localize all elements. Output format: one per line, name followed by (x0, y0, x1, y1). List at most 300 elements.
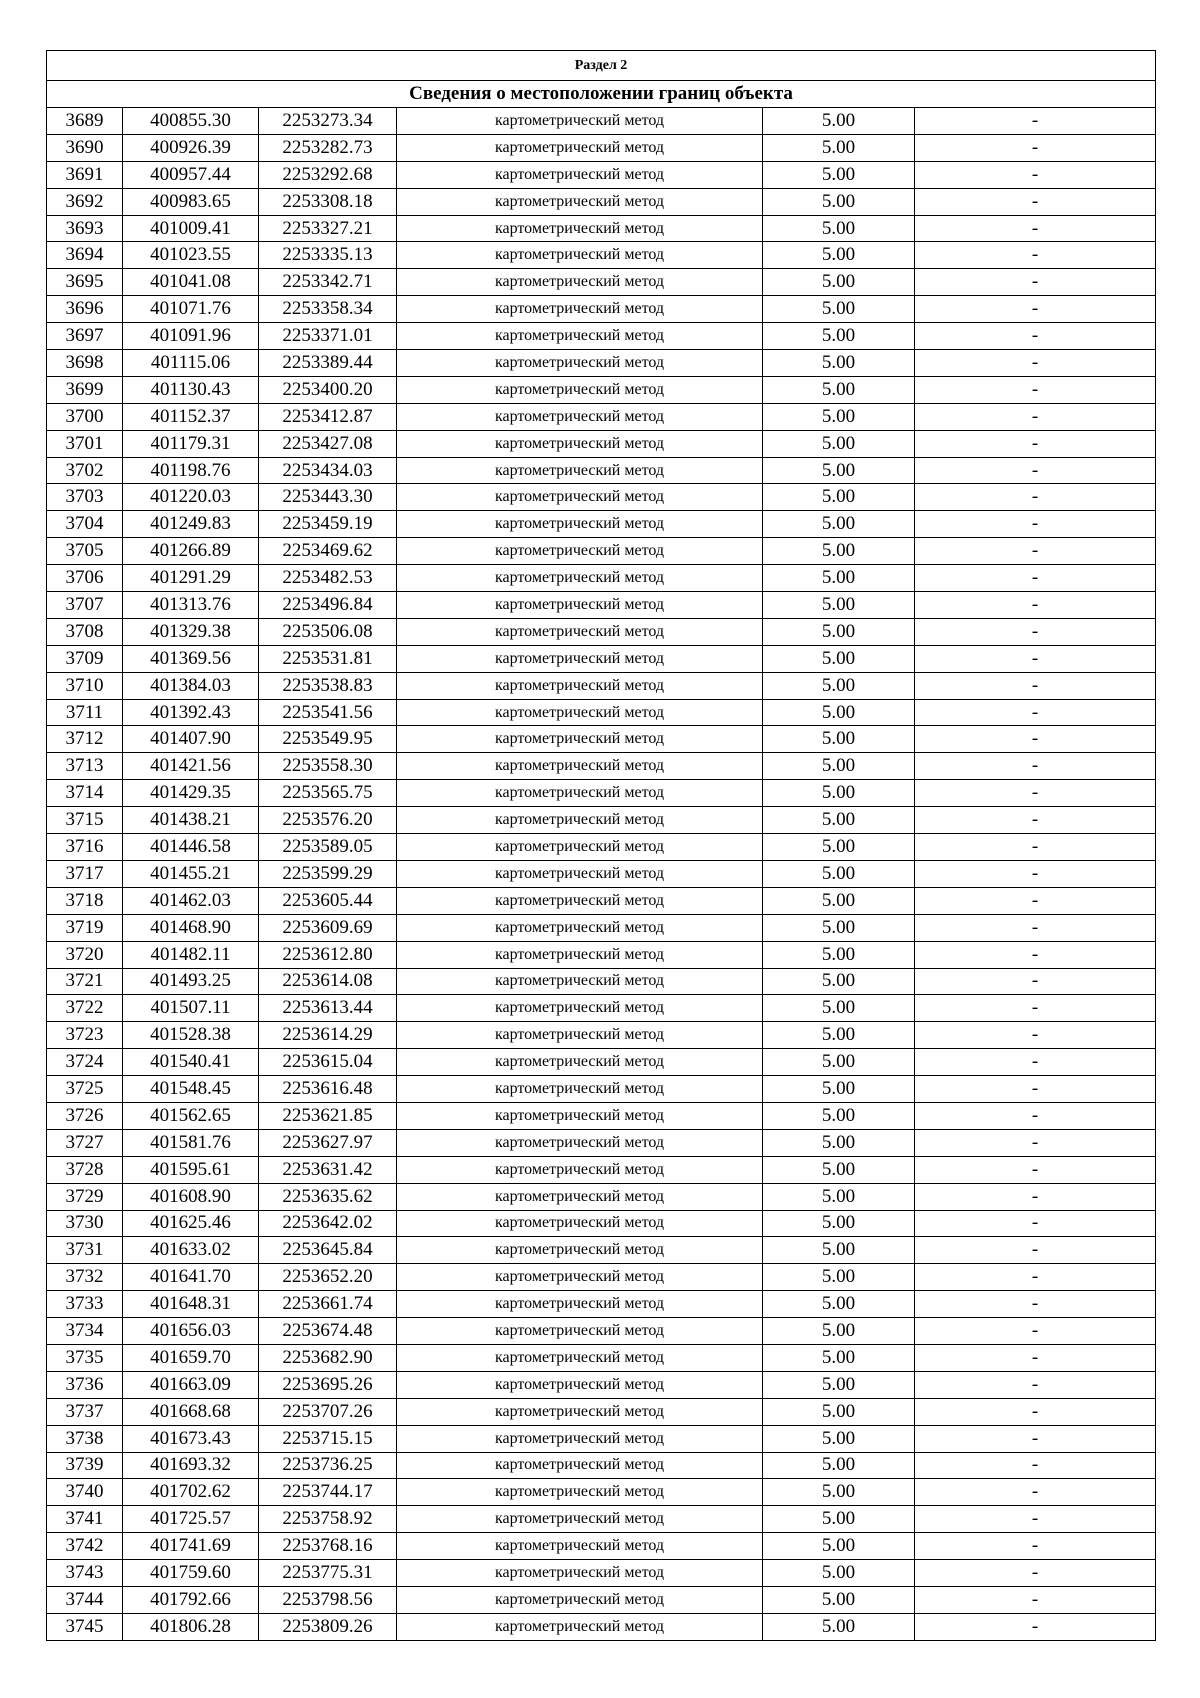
description-cell: - (915, 995, 1156, 1022)
precision-cell: 5.00 (763, 860, 915, 887)
point-number-cell: 3702 (47, 457, 123, 484)
precision-cell: 5.00 (763, 941, 915, 968)
method-cell: картометрический метод (397, 215, 763, 242)
y-coordinate-cell: 2253371.01 (259, 323, 397, 350)
description-cell: - (915, 350, 1156, 377)
method-cell: картометрический метод (397, 699, 763, 726)
y-coordinate-cell: 2253599.29 (259, 860, 397, 887)
method-cell: картометрический метод (397, 1371, 763, 1398)
method-cell: картометрический метод (397, 1102, 763, 1129)
method-cell: картометрический метод (397, 1264, 763, 1291)
method-cell: картометрический метод (397, 1586, 763, 1613)
precision-cell: 5.00 (763, 726, 915, 753)
description-cell: - (915, 1506, 1156, 1533)
method-cell: картометрический метод (397, 538, 763, 565)
precision-cell: 5.00 (763, 350, 915, 377)
description-cell: - (915, 645, 1156, 672)
x-coordinate-cell: 401482.11 (123, 941, 259, 968)
table-row (47, 323, 1156, 350)
method-cell: картометрический метод (397, 350, 763, 377)
description-cell: - (915, 161, 1156, 188)
x-coordinate-cell: 401581.76 (123, 1129, 259, 1156)
table-row (47, 672, 1156, 699)
y-coordinate-cell: 2253674.48 (259, 1318, 397, 1345)
y-coordinate-cell: 2253308.18 (259, 188, 397, 215)
point-number-cell: 3699 (47, 376, 123, 403)
method-cell: картометрический метод (397, 1479, 763, 1506)
point-number-cell: 3690 (47, 134, 123, 161)
x-coordinate-cell: 401641.70 (123, 1264, 259, 1291)
method-cell: картометрический метод (397, 618, 763, 645)
point-number-cell: 3697 (47, 323, 123, 350)
point-number-cell: 3736 (47, 1371, 123, 1398)
method-cell: картометрический метод (397, 430, 763, 457)
x-coordinate-cell: 401152.37 (123, 403, 259, 430)
method-cell: картометрический метод (397, 807, 763, 834)
precision-cell: 5.00 (763, 753, 915, 780)
description-cell: - (915, 1318, 1156, 1345)
x-coordinate-cell: 401540.41 (123, 1049, 259, 1076)
description-cell: - (915, 1076, 1156, 1103)
y-coordinate-cell: 2253459.19 (259, 511, 397, 538)
precision-cell: 5.00 (763, 592, 915, 619)
precision-cell: 5.00 (763, 1586, 915, 1613)
method-cell: картометрический метод (397, 941, 763, 968)
description-cell: - (915, 726, 1156, 753)
x-coordinate-cell: 401548.45 (123, 1076, 259, 1103)
table-row (47, 242, 1156, 269)
y-coordinate-cell: 2253335.13 (259, 242, 397, 269)
y-coordinate-cell: 2253768.16 (259, 1533, 397, 1560)
point-number-cell: 3724 (47, 1049, 123, 1076)
section-header-row (47, 51, 1156, 81)
y-coordinate-cell: 2253614.29 (259, 1022, 397, 1049)
table-row (47, 1049, 1156, 1076)
precision-cell: 5.00 (763, 1479, 915, 1506)
precision-cell: 5.00 (763, 269, 915, 296)
point-number-cell: 3695 (47, 269, 123, 296)
method-cell: картометрический метод (397, 511, 763, 538)
precision-cell: 5.00 (763, 511, 915, 538)
description-cell: - (915, 484, 1156, 511)
y-coordinate-cell: 2253589.05 (259, 834, 397, 861)
point-number-cell: 3693 (47, 215, 123, 242)
precision-cell: 5.00 (763, 188, 915, 215)
y-coordinate-cell: 2253292.68 (259, 161, 397, 188)
y-coordinate-cell: 2253642.02 (259, 1210, 397, 1237)
method-cell: картометрический метод (397, 1183, 763, 1210)
x-coordinate-cell: 401291.29 (123, 565, 259, 592)
point-number-cell: 3715 (47, 807, 123, 834)
description-cell: - (915, 134, 1156, 161)
y-coordinate-cell: 2253715.15 (259, 1425, 397, 1452)
point-number-cell: 3727 (47, 1129, 123, 1156)
precision-cell: 5.00 (763, 484, 915, 511)
y-coordinate-cell: 2253389.44 (259, 350, 397, 377)
x-coordinate-cell: 401507.11 (123, 995, 259, 1022)
table-row (47, 753, 1156, 780)
y-coordinate-cell: 2253631.42 (259, 1156, 397, 1183)
point-number-cell: 3718 (47, 887, 123, 914)
method-cell: картометрический метод (397, 1533, 763, 1560)
precision-cell: 5.00 (763, 134, 915, 161)
point-number-cell: 3714 (47, 780, 123, 807)
point-number-cell: 3721 (47, 968, 123, 995)
table-row (47, 134, 1156, 161)
method-cell: картометрический метод (397, 1156, 763, 1183)
method-cell: картометрический метод (397, 645, 763, 672)
point-number-cell: 3735 (47, 1344, 123, 1371)
point-number-cell: 3700 (47, 403, 123, 430)
description-cell: - (915, 565, 1156, 592)
y-coordinate-cell: 2253427.08 (259, 430, 397, 457)
table-row (47, 565, 1156, 592)
point-number-cell: 3705 (47, 538, 123, 565)
table-row (47, 1210, 1156, 1237)
point-number-cell: 3741 (47, 1506, 123, 1533)
description-cell: - (915, 834, 1156, 861)
precision-cell: 5.00 (763, 1102, 915, 1129)
precision-cell: 5.00 (763, 1344, 915, 1371)
table-row (47, 1371, 1156, 1398)
method-cell: картометрический метод (397, 457, 763, 484)
table-row (47, 457, 1156, 484)
point-number-cell: 3717 (47, 860, 123, 887)
point-number-cell: 3689 (47, 108, 123, 135)
point-number-cell: 3730 (47, 1210, 123, 1237)
method-cell: картометрический метод (397, 1291, 763, 1318)
method-cell: картометрический метод (397, 1129, 763, 1156)
point-number-cell: 3716 (47, 834, 123, 861)
x-coordinate-cell: 401668.68 (123, 1398, 259, 1425)
point-number-cell: 3728 (47, 1156, 123, 1183)
table-row (47, 726, 1156, 753)
table-row (47, 1344, 1156, 1371)
method-cell: картометрический метод (397, 1613, 763, 1640)
table-row (47, 1264, 1156, 1291)
table-row (47, 834, 1156, 861)
description-cell: - (915, 1102, 1156, 1129)
table-row (47, 1183, 1156, 1210)
x-coordinate-cell: 401663.09 (123, 1371, 259, 1398)
x-coordinate-cell: 401266.89 (123, 538, 259, 565)
precision-cell: 5.00 (763, 1506, 915, 1533)
x-coordinate-cell: 401792.66 (123, 1586, 259, 1613)
table-row (47, 215, 1156, 242)
table-row (47, 1291, 1156, 1318)
table-row (47, 699, 1156, 726)
point-number-cell: 3729 (47, 1183, 123, 1210)
table-row (47, 860, 1156, 887)
precision-cell: 5.00 (763, 887, 915, 914)
y-coordinate-cell: 2253538.83 (259, 672, 397, 699)
x-coordinate-cell: 401429.35 (123, 780, 259, 807)
description-cell: - (915, 1425, 1156, 1452)
precision-cell: 5.00 (763, 914, 915, 941)
precision-cell: 5.00 (763, 403, 915, 430)
table-row (47, 1398, 1156, 1425)
method-cell: картометрический метод (397, 323, 763, 350)
point-number-cell: 3708 (47, 618, 123, 645)
description-cell: - (915, 860, 1156, 887)
y-coordinate-cell: 2253443.30 (259, 484, 397, 511)
x-coordinate-cell: 401725.57 (123, 1506, 259, 1533)
method-cell: картометрический метод (397, 995, 763, 1022)
precision-cell: 5.00 (763, 1613, 915, 1640)
table-body (47, 51, 1156, 1641)
table-row (47, 1479, 1156, 1506)
precision-cell: 5.00 (763, 108, 915, 135)
description-cell: - (915, 672, 1156, 699)
precision-cell: 5.00 (763, 1129, 915, 1156)
x-coordinate-cell: 401608.90 (123, 1183, 259, 1210)
method-cell: картометрический метод (397, 188, 763, 215)
y-coordinate-cell: 2253576.20 (259, 807, 397, 834)
description-cell: - (915, 296, 1156, 323)
point-number-cell: 3726 (47, 1102, 123, 1129)
method-cell: картометрический метод (397, 1560, 763, 1587)
description-cell: - (915, 403, 1156, 430)
precision-cell: 5.00 (763, 1560, 915, 1587)
description-cell: - (915, 376, 1156, 403)
precision-cell: 5.00 (763, 430, 915, 457)
table-row (47, 1129, 1156, 1156)
method-cell: картометрический метод (397, 403, 763, 430)
table-row (47, 1318, 1156, 1345)
precision-cell: 5.00 (763, 1237, 915, 1264)
x-coordinate-cell: 401455.21 (123, 860, 259, 887)
x-coordinate-cell: 401741.69 (123, 1533, 259, 1560)
method-cell: картометрический метод (397, 780, 763, 807)
table-title: Сведения о местоположении границ объекта (47, 81, 1156, 108)
precision-cell: 5.00 (763, 1022, 915, 1049)
x-coordinate-cell: 401673.43 (123, 1425, 259, 1452)
y-coordinate-cell: 2253798.56 (259, 1586, 397, 1613)
precision-cell: 5.00 (763, 215, 915, 242)
y-coordinate-cell: 2253342.71 (259, 269, 397, 296)
method-cell: картометрический метод (397, 565, 763, 592)
x-coordinate-cell: 401384.03 (123, 672, 259, 699)
description-cell: - (915, 1129, 1156, 1156)
description-cell: - (915, 887, 1156, 914)
description-cell: - (915, 1371, 1156, 1398)
x-coordinate-cell: 401091.96 (123, 323, 259, 350)
table-row (47, 941, 1156, 968)
precision-cell: 5.00 (763, 780, 915, 807)
y-coordinate-cell: 2253282.73 (259, 134, 397, 161)
precision-cell: 5.00 (763, 376, 915, 403)
description-cell: - (915, 1022, 1156, 1049)
x-coordinate-cell: 401198.76 (123, 457, 259, 484)
method-cell: картометрический метод (397, 1318, 763, 1345)
y-coordinate-cell: 2253614.08 (259, 968, 397, 995)
y-coordinate-cell: 2253707.26 (259, 1398, 397, 1425)
x-coordinate-cell: 400983.65 (123, 188, 259, 215)
y-coordinate-cell: 2253558.30 (259, 753, 397, 780)
description-cell: - (915, 1291, 1156, 1318)
table-row (47, 161, 1156, 188)
point-number-cell: 3710 (47, 672, 123, 699)
point-number-cell: 3709 (47, 645, 123, 672)
section-label: Раздел 2 (47, 51, 1156, 81)
x-coordinate-cell: 401528.38 (123, 1022, 259, 1049)
description-cell: - (915, 457, 1156, 484)
y-coordinate-cell: 2253531.81 (259, 645, 397, 672)
precision-cell: 5.00 (763, 995, 915, 1022)
point-number-cell: 3742 (47, 1533, 123, 1560)
precision-cell: 5.00 (763, 1398, 915, 1425)
method-cell: картометрический метод (397, 726, 763, 753)
description-cell: - (915, 1210, 1156, 1237)
y-coordinate-cell: 2253615.04 (259, 1049, 397, 1076)
precision-cell: 5.00 (763, 1183, 915, 1210)
y-coordinate-cell: 2253327.21 (259, 215, 397, 242)
table-row (47, 1533, 1156, 1560)
method-cell: картометрический метод (397, 860, 763, 887)
description-cell: - (915, 1237, 1156, 1264)
x-coordinate-cell: 401562.65 (123, 1102, 259, 1129)
method-cell: картометрический метод (397, 1506, 763, 1533)
table-row (47, 968, 1156, 995)
method-cell: картометрический метод (397, 914, 763, 941)
table-row (47, 1586, 1156, 1613)
table-row (47, 995, 1156, 1022)
description-cell: - (915, 511, 1156, 538)
table-row (47, 484, 1156, 511)
precision-cell: 5.00 (763, 968, 915, 995)
x-coordinate-cell: 401438.21 (123, 807, 259, 834)
y-coordinate-cell: 2253627.97 (259, 1129, 397, 1156)
x-coordinate-cell: 400926.39 (123, 134, 259, 161)
precision-cell: 5.00 (763, 1156, 915, 1183)
method-cell: картометрический метод (397, 1452, 763, 1479)
point-number-cell: 3743 (47, 1560, 123, 1587)
x-coordinate-cell: 401806.28 (123, 1613, 259, 1640)
point-number-cell: 3739 (47, 1452, 123, 1479)
description-cell: - (915, 1049, 1156, 1076)
point-number-cell: 3711 (47, 699, 123, 726)
precision-cell: 5.00 (763, 1318, 915, 1345)
method-cell: картометрический метод (397, 1344, 763, 1371)
table-row (47, 350, 1156, 377)
point-number-cell: 3732 (47, 1264, 123, 1291)
precision-cell: 5.00 (763, 457, 915, 484)
x-coordinate-cell: 401625.46 (123, 1210, 259, 1237)
x-coordinate-cell: 401041.08 (123, 269, 259, 296)
x-coordinate-cell: 401468.90 (123, 914, 259, 941)
table-row (47, 1156, 1156, 1183)
point-number-cell: 3737 (47, 1398, 123, 1425)
table-row (47, 1102, 1156, 1129)
description-cell: - (915, 780, 1156, 807)
x-coordinate-cell: 401115.06 (123, 350, 259, 377)
y-coordinate-cell: 2253358.34 (259, 296, 397, 323)
table-row (47, 1022, 1156, 1049)
y-coordinate-cell: 2253605.44 (259, 887, 397, 914)
precision-cell: 5.00 (763, 1291, 915, 1318)
table-row (47, 618, 1156, 645)
x-coordinate-cell: 401220.03 (123, 484, 259, 511)
table-row (47, 1560, 1156, 1587)
x-coordinate-cell: 401023.55 (123, 242, 259, 269)
precision-cell: 5.00 (763, 1452, 915, 1479)
description-cell: - (915, 968, 1156, 995)
x-coordinate-cell: 401407.90 (123, 726, 259, 753)
description-cell: - (915, 699, 1156, 726)
point-number-cell: 3744 (47, 1586, 123, 1613)
method-cell: картометрический метод (397, 1237, 763, 1264)
point-number-cell: 3725 (47, 1076, 123, 1103)
point-number-cell: 3731 (47, 1237, 123, 1264)
x-coordinate-cell: 400855.30 (123, 108, 259, 135)
point-number-cell: 3719 (47, 914, 123, 941)
description-cell: - (915, 1156, 1156, 1183)
x-coordinate-cell: 401702.62 (123, 1479, 259, 1506)
y-coordinate-cell: 2253612.80 (259, 941, 397, 968)
method-cell: картометрический метод (397, 161, 763, 188)
precision-cell: 5.00 (763, 323, 915, 350)
x-coordinate-cell: 401446.58 (123, 834, 259, 861)
table-row (47, 1506, 1156, 1533)
table-row (47, 1452, 1156, 1479)
x-coordinate-cell: 401130.43 (123, 376, 259, 403)
table-row (47, 592, 1156, 619)
precision-cell: 5.00 (763, 699, 915, 726)
precision-cell: 5.00 (763, 618, 915, 645)
point-number-cell: 3720 (47, 941, 123, 968)
precision-cell: 5.00 (763, 1076, 915, 1103)
boundary-coordinates-table (46, 50, 1156, 1641)
method-cell: картометрический метод (397, 134, 763, 161)
x-coordinate-cell: 401421.56 (123, 753, 259, 780)
x-coordinate-cell: 401595.61 (123, 1156, 259, 1183)
table-row (47, 780, 1156, 807)
y-coordinate-cell: 2253695.26 (259, 1371, 397, 1398)
point-number-cell: 3692 (47, 188, 123, 215)
point-number-cell: 3698 (47, 350, 123, 377)
table-row (47, 1237, 1156, 1264)
x-coordinate-cell: 401329.38 (123, 618, 259, 645)
precision-cell: 5.00 (763, 834, 915, 861)
x-coordinate-cell: 400957.44 (123, 161, 259, 188)
title-header-row (47, 81, 1156, 108)
description-cell: - (915, 188, 1156, 215)
y-coordinate-cell: 2253736.25 (259, 1452, 397, 1479)
table-row (47, 188, 1156, 215)
x-coordinate-cell: 401633.02 (123, 1237, 259, 1264)
table-row (47, 376, 1156, 403)
y-coordinate-cell: 2253809.26 (259, 1613, 397, 1640)
method-cell: картометрический метод (397, 1076, 763, 1103)
y-coordinate-cell: 2253273.34 (259, 108, 397, 135)
table-row (47, 1425, 1156, 1452)
description-cell: - (915, 1398, 1156, 1425)
table-row (47, 296, 1156, 323)
description-cell: - (915, 1264, 1156, 1291)
y-coordinate-cell: 2253621.85 (259, 1102, 397, 1129)
y-coordinate-cell: 2253682.90 (259, 1344, 397, 1371)
method-cell: картометрический метод (397, 887, 763, 914)
point-number-cell: 3734 (47, 1318, 123, 1345)
point-number-cell: 3723 (47, 1022, 123, 1049)
y-coordinate-cell: 2253469.62 (259, 538, 397, 565)
y-coordinate-cell: 2253549.95 (259, 726, 397, 753)
method-cell: картометрический метод (397, 269, 763, 296)
point-number-cell: 3701 (47, 430, 123, 457)
x-coordinate-cell: 401648.31 (123, 1291, 259, 1318)
description-cell: - (915, 215, 1156, 242)
x-coordinate-cell: 401313.76 (123, 592, 259, 619)
